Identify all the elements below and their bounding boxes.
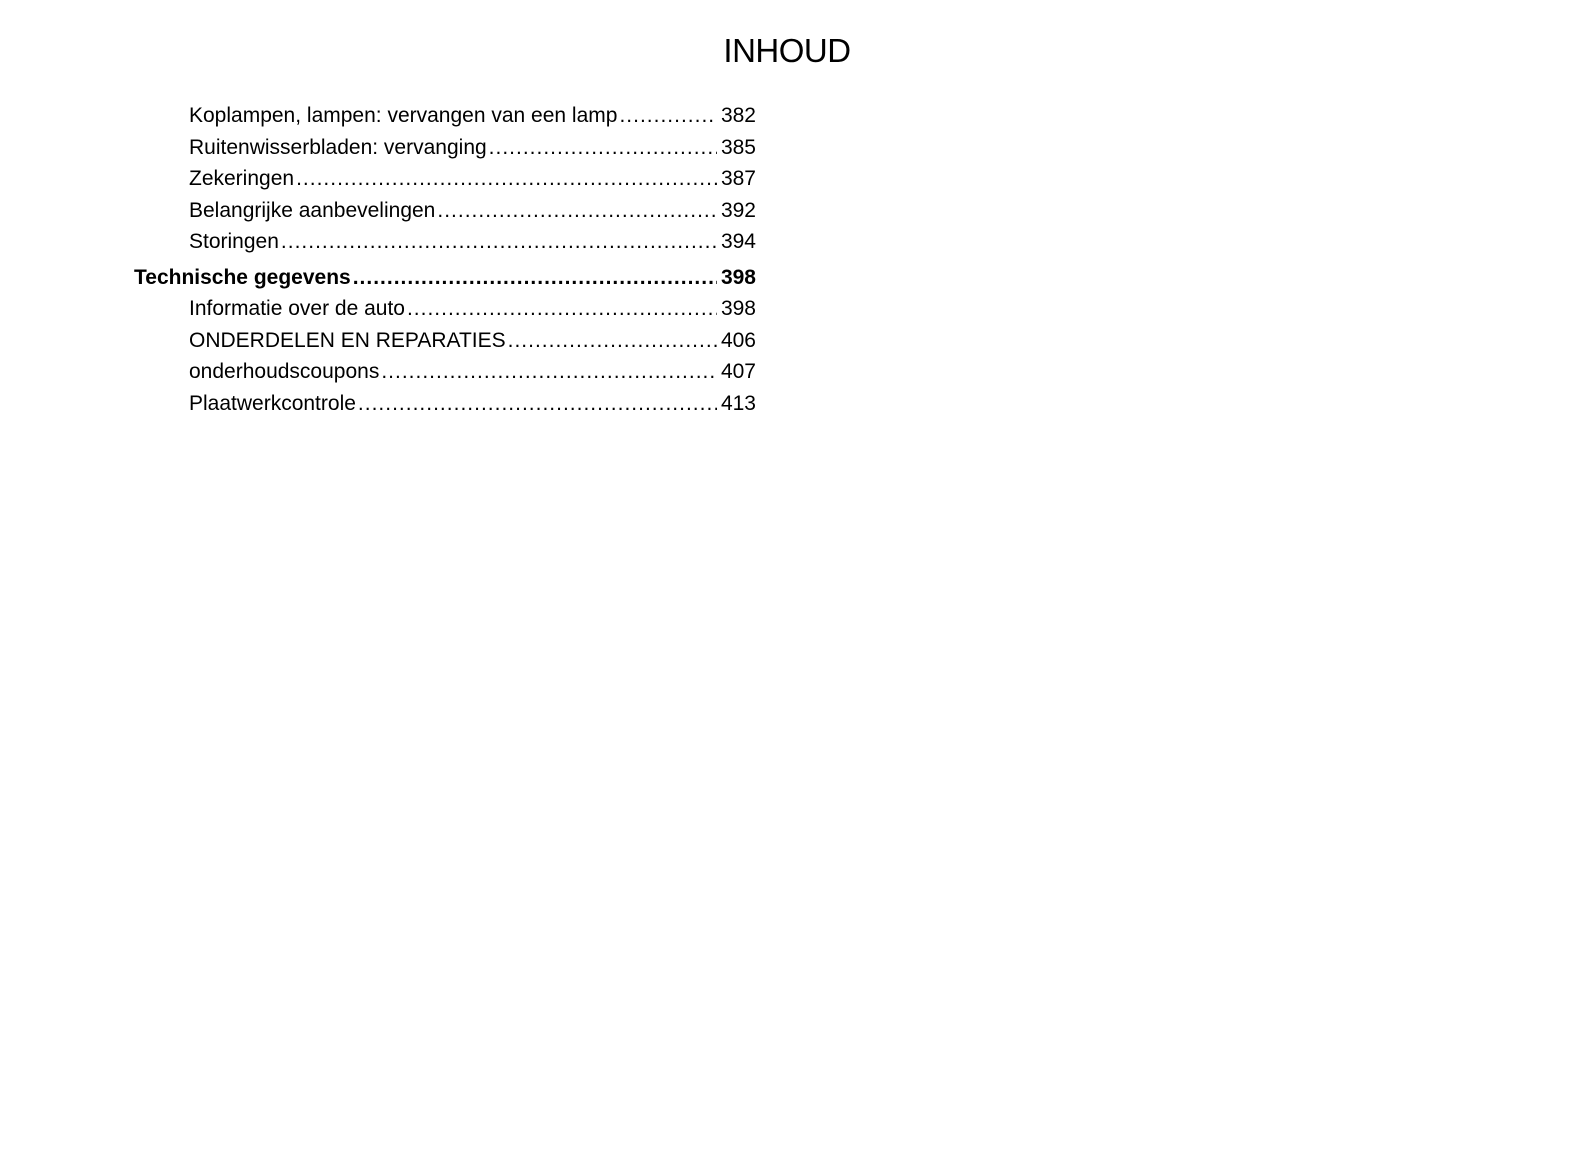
toc-entry[interactable] bbox=[134, 293, 756, 325]
table-of-contents bbox=[134, 100, 756, 419]
toc-entry-label: Koplampen, lampen: vervangen van een lamp bbox=[189, 104, 618, 127]
toc-entry-label: Plaatwerkcontrole bbox=[189, 391, 356, 415]
toc-entry-label: Informatie over de auto bbox=[189, 297, 405, 320]
toc-entry-label: ONDERDELEN EN REPARATIES bbox=[189, 328, 506, 352]
toc-entry[interactable] bbox=[134, 163, 756, 195]
toc-entry-label: Zekeringen bbox=[189, 167, 295, 190]
toc-entry[interactable] bbox=[134, 226, 756, 258]
toc-entry-label: Storingen bbox=[189, 230, 279, 253]
toc-entry[interactable] bbox=[134, 325, 756, 357]
toc-entry-page: 385 bbox=[720, 135, 756, 159]
toc-section-label: Technische gegevens bbox=[134, 265, 351, 289]
toc-dot-leader bbox=[437, 195, 717, 227]
toc-dot-leader bbox=[353, 262, 717, 294]
toc-entry-page: 394 bbox=[720, 230, 756, 253]
toc-entry[interactable] bbox=[134, 195, 756, 227]
toc-entry[interactable] bbox=[134, 132, 756, 164]
toc-entry-page: 392 bbox=[720, 198, 756, 222]
toc-section-entry[interactable] bbox=[134, 262, 756, 294]
toc-dot-leader bbox=[508, 325, 717, 357]
toc-entry-page: 406 bbox=[720, 328, 756, 352]
toc-entry-page: 387 bbox=[720, 167, 756, 190]
toc-dot-leader bbox=[358, 388, 717, 420]
toc-entry-label: Belangrijke aanbevelingen bbox=[189, 198, 436, 222]
toc-dot-leader bbox=[281, 226, 717, 258]
toc-dot-leader bbox=[489, 132, 717, 164]
toc-section-page: 398 bbox=[720, 265, 756, 289]
toc-entry[interactable] bbox=[134, 356, 756, 388]
toc-dot-leader bbox=[381, 356, 717, 388]
toc-dot-leader bbox=[296, 163, 717, 195]
toc-dot-leader bbox=[619, 100, 717, 132]
page-title: INHOUD bbox=[723, 32, 851, 69]
toc-entry-page: 382 bbox=[720, 104, 756, 127]
toc-entry-page: 413 bbox=[720, 391, 756, 415]
toc-entry-label: onderhoudscoupons bbox=[189, 360, 380, 383]
toc-entry[interactable] bbox=[134, 100, 756, 132]
toc-entry-page: 407 bbox=[720, 360, 756, 383]
toc-entry[interactable] bbox=[134, 388, 756, 420]
toc-dot-leader bbox=[407, 293, 717, 325]
toc-entry-label: Ruitenwisserbladen: vervanging bbox=[189, 135, 487, 159]
toc-entry-page: 398 bbox=[720, 297, 756, 320]
